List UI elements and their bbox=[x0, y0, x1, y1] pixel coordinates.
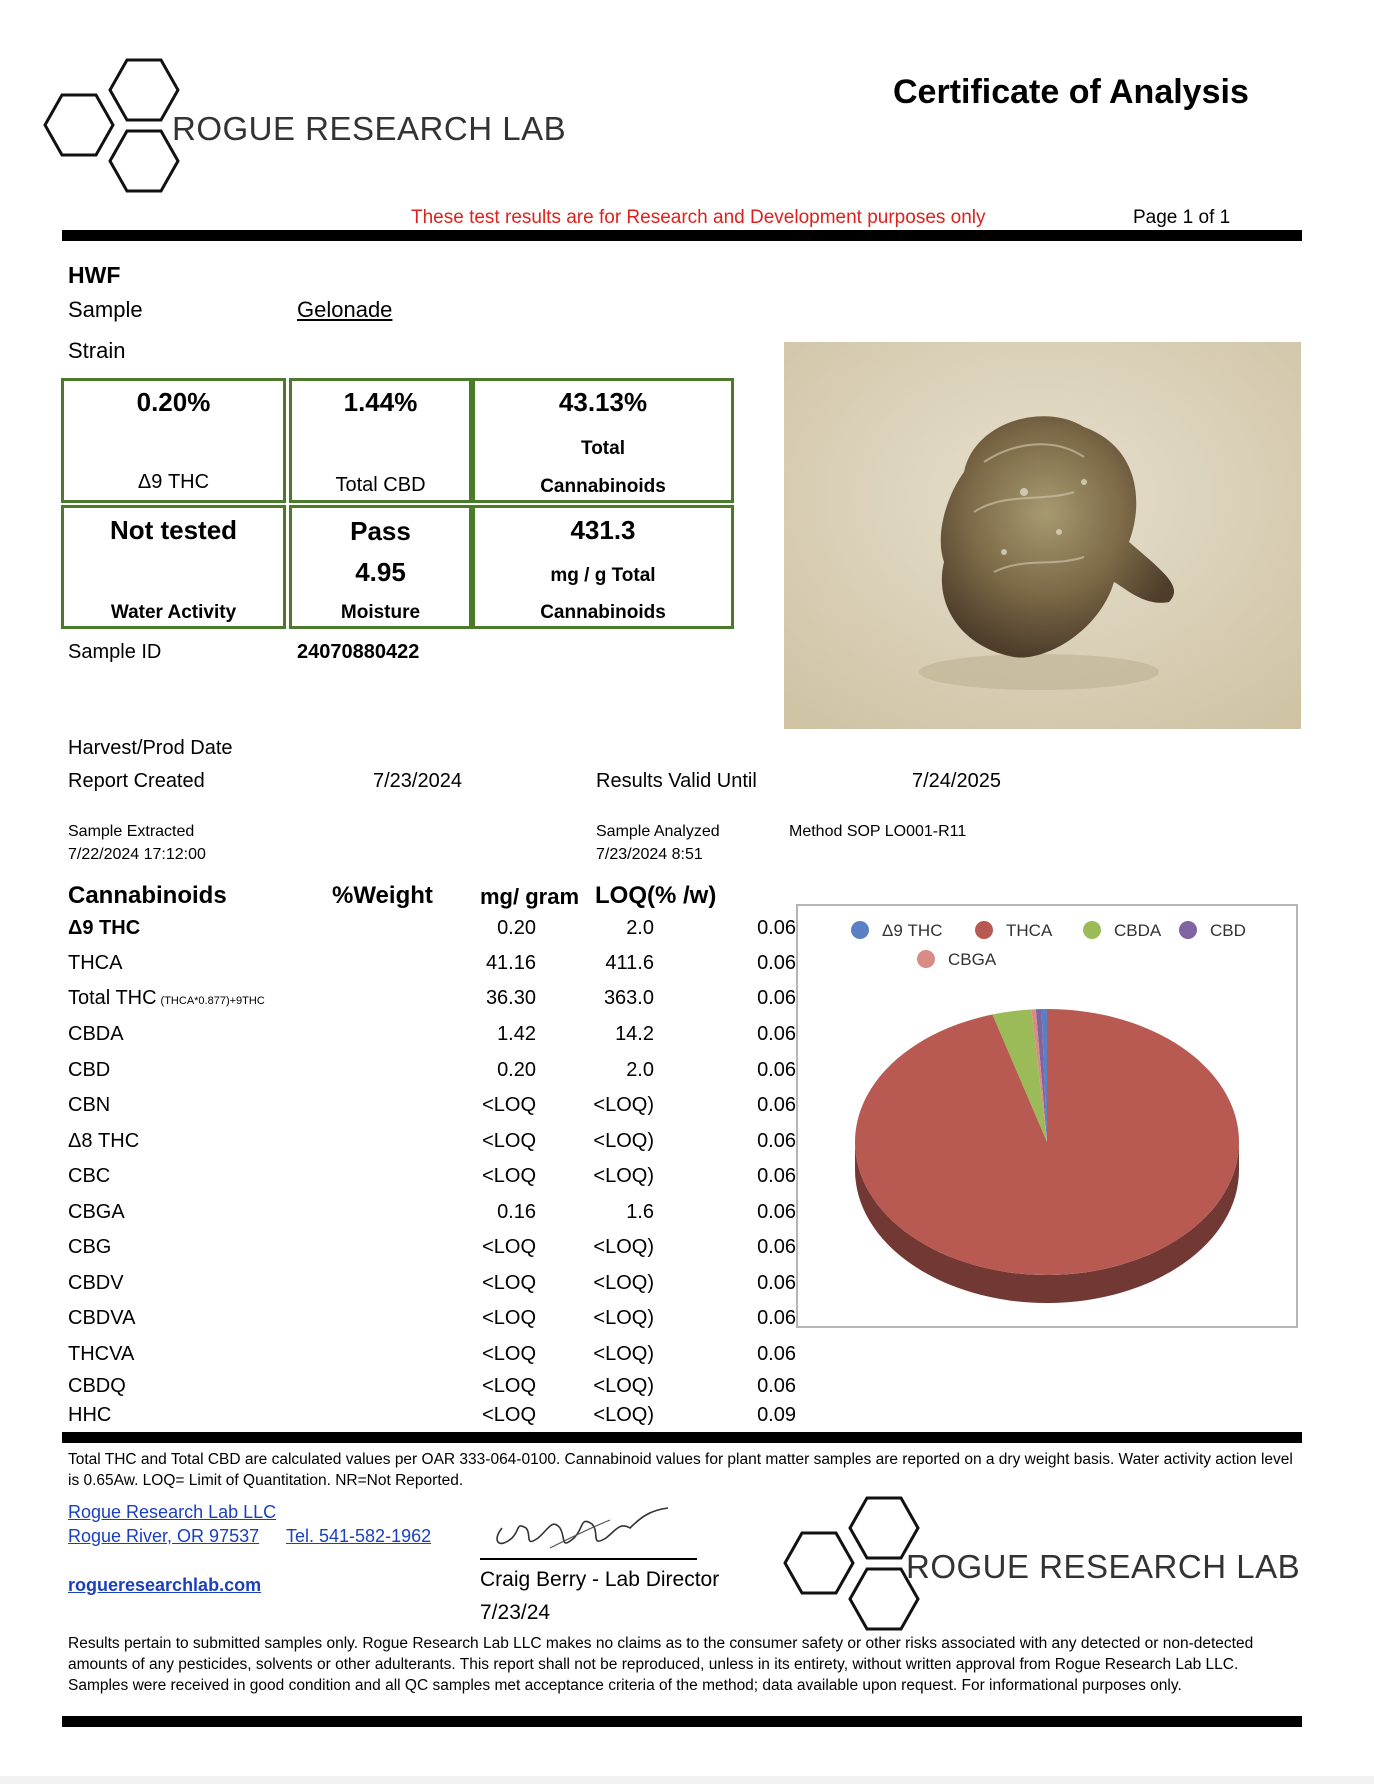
cell-name: Δ9 THC bbox=[68, 917, 141, 939]
table-row bbox=[68, 1272, 796, 1302]
cell-mg: <LOQ) bbox=[593, 1272, 654, 1294]
cell-mg: 2.0 bbox=[626, 1059, 654, 1081]
sample-id-label: Sample ID bbox=[68, 641, 162, 663]
cell-weight: <LOQ bbox=[482, 1343, 536, 1365]
table-row bbox=[68, 1343, 796, 1373]
table-row bbox=[68, 1236, 796, 1266]
table-row bbox=[68, 1130, 796, 1160]
legend-marker bbox=[1083, 921, 1101, 939]
footer-logo-text: ROGUE RESEARCH LAB bbox=[906, 1548, 1301, 1585]
table-row bbox=[68, 1023, 796, 1053]
cell-name: THCA bbox=[68, 952, 123, 974]
cell-name: CBN bbox=[68, 1094, 111, 1116]
cell-weight: 36.30 bbox=[485, 987, 536, 1009]
table-row bbox=[68, 917, 796, 947]
cell-note: (THCA*0.877)+9THC bbox=[160, 995, 265, 1007]
report-created-value: 7/23/2024 bbox=[373, 770, 462, 792]
cell-loq: 0.06 bbox=[757, 1165, 796, 1187]
page-number: Page 1 of 1 bbox=[1133, 207, 1231, 228]
table-header-mg: mg/ gram bbox=[480, 884, 580, 909]
total-cbd-label: Total CBD bbox=[335, 474, 426, 496]
cell-weight: 0.16 bbox=[497, 1201, 536, 1223]
moisture-result: Pass bbox=[350, 516, 411, 546]
disclaimer-banner: These test results are for Research and Development purposes only bbox=[411, 207, 986, 228]
cell-loq: 0.09 bbox=[757, 1404, 796, 1426]
cell-mg: <LOQ) bbox=[593, 1165, 654, 1187]
cell-name: CBDVA bbox=[68, 1307, 136, 1329]
mg-total-value: 431.3 bbox=[570, 515, 636, 545]
cell-loq: 0.06 bbox=[757, 1375, 796, 1397]
cell-loq: 0.06 bbox=[757, 1307, 796, 1329]
cell-name: CBDA bbox=[68, 1023, 124, 1045]
company-name: HWF bbox=[68, 262, 121, 288]
sample-id-value: 24070880422 bbox=[297, 641, 420, 663]
harvest-date-label: Harvest/Prod Date bbox=[68, 737, 233, 759]
cell-name: CBC bbox=[68, 1165, 111, 1187]
moisture-label: Moisture bbox=[340, 602, 421, 623]
footer-logo-hexagons bbox=[780, 1496, 920, 1641]
signature-date: 7/23/24 bbox=[480, 1601, 551, 1624]
cell-mg: 14.2 bbox=[615, 1023, 654, 1045]
table-header-weight: %Weight bbox=[332, 882, 433, 909]
valid-until-label: Results Valid Until bbox=[596, 770, 757, 792]
cell-loq: 0.06 bbox=[757, 987, 796, 1009]
cell-name: HHC bbox=[68, 1404, 112, 1426]
total-cbd-value: 1.44% bbox=[343, 387, 418, 417]
cell-loq: 0.06 bbox=[757, 1130, 796, 1152]
report-created-label: Report Created bbox=[68, 770, 205, 792]
cell-name: CBD bbox=[68, 1059, 111, 1081]
legal-disclaimer: Results pertain to submitted samples only. Rogue Research Lab LLC makes no claims as to the consumer safety or other risks associated with any detected or non-detected amounts of any pesticides, solvents or other adulterants. This report shall not be reproduced, unless in its entirety, without written approval from Rogue Research Lab LLC. Samples were received in good condition and all QC samples met acceptance criteria of the method; data available upon request. For informational purposes only. bbox=[68, 1635, 1254, 1694]
water-activity-value: Not tested bbox=[109, 515, 238, 545]
cell-name: Total THC (THCA*0.877)+9THC bbox=[68, 987, 265, 1009]
signature bbox=[490, 1498, 680, 1558]
phone-link[interactable]: Tel. 541-582-1962 bbox=[286, 1526, 432, 1546]
table-header-cannabinoids: Cannabinoids bbox=[68, 882, 227, 909]
moisture-value: 4.95 bbox=[355, 557, 406, 587]
cell-weight: 0.20 bbox=[497, 1059, 536, 1081]
legend-label: CBDA bbox=[1114, 921, 1162, 940]
table-divider bbox=[62, 1432, 1302, 1443]
cell-loq: 0.06 bbox=[757, 1023, 796, 1045]
strain-label: Strain bbox=[68, 338, 126, 363]
cell-weight: <LOQ bbox=[482, 1272, 536, 1294]
cell-mg: 2.0 bbox=[626, 917, 654, 939]
table-header-loq: LOQ(% /w) bbox=[595, 882, 717, 909]
cell-mg: <LOQ) bbox=[593, 1130, 654, 1152]
footer-divider bbox=[62, 1716, 1302, 1727]
legend-marker bbox=[975, 921, 993, 939]
website-link[interactable]: rogueresearchlab.com bbox=[68, 1575, 262, 1595]
cell-mg: <LOQ) bbox=[593, 1236, 654, 1258]
table-row bbox=[68, 1165, 796, 1195]
cell-weight: 1.42 bbox=[497, 1023, 536, 1045]
legend-label: THCA bbox=[1006, 921, 1053, 940]
logo-hexagons bbox=[40, 58, 180, 203]
company-link[interactable]: Rogue Research Lab LLC bbox=[68, 1502, 277, 1522]
table-row bbox=[68, 1201, 796, 1231]
mg-label-line1: mg / g Total bbox=[550, 565, 656, 586]
signer-name: Craig Berry - Lab Director bbox=[480, 1568, 720, 1591]
sample-name: Gelonade bbox=[297, 297, 393, 322]
cell-name: THCVA bbox=[68, 1343, 135, 1365]
cell-weight: <LOQ bbox=[482, 1094, 536, 1116]
sample-extracted-value: 7/22/2024 17:12:00 bbox=[68, 846, 206, 863]
cannabinoid-pie-chart bbox=[798, 906, 1296, 1326]
table-row bbox=[68, 952, 796, 982]
sample-analyzed-label: Sample Analyzed bbox=[596, 823, 720, 840]
table-row bbox=[68, 1375, 796, 1405]
table-row bbox=[68, 1094, 796, 1124]
calculation-notes: Total THC and Total CBD are calculated values per OAR 333-064-0100. Cannabinoid values for plant matter samples are reported on a dry weight basis. Water activity action level is 0.65Aw. LOQ= Limit of Quantitation. NR=Not Reported. bbox=[68, 1451, 1293, 1489]
cell-name: CBG bbox=[68, 1236, 112, 1258]
cell-loq: 0.06 bbox=[757, 1094, 796, 1116]
cell-name: Δ8 THC bbox=[68, 1130, 140, 1152]
cell-mg: 411.6 bbox=[605, 952, 654, 974]
cell-weight: <LOQ bbox=[482, 1165, 536, 1187]
cell-weight: <LOQ bbox=[482, 1375, 536, 1397]
cell-loq: 0.06 bbox=[757, 1343, 796, 1365]
table-row bbox=[68, 1307, 796, 1337]
cell-loq: 0.06 bbox=[757, 917, 796, 939]
legend-label: CBD bbox=[1210, 921, 1246, 940]
cell-weight: <LOQ bbox=[482, 1404, 536, 1426]
address-link[interactable]: Rogue River, OR 97537 bbox=[68, 1526, 260, 1546]
total-label-line2: Cannabinoids bbox=[540, 476, 666, 497]
header-divider bbox=[62, 230, 1302, 241]
table-row bbox=[68, 987, 796, 1017]
sample-photo bbox=[784, 342, 1301, 729]
d9-thc-label: Δ9 THC bbox=[137, 471, 210, 493]
cell-mg: <LOQ) bbox=[593, 1375, 654, 1397]
cell-mg: 1.6 bbox=[626, 1201, 654, 1223]
sample-extracted-label: Sample Extracted bbox=[68, 823, 195, 840]
cell-mg: 363.0 bbox=[603, 987, 654, 1009]
sample-analyzed-value: 7/23/2024 8:51 bbox=[596, 846, 703, 863]
cell-mg: <LOQ) bbox=[593, 1094, 654, 1116]
cell-name: CBDQ bbox=[68, 1375, 126, 1397]
cell-weight: <LOQ bbox=[482, 1130, 536, 1152]
legend-marker bbox=[1179, 921, 1197, 939]
legend-label: Δ9 THC bbox=[882, 921, 943, 940]
cell-weight: 41.16 bbox=[485, 952, 536, 974]
cell-loq: 0.06 bbox=[757, 1272, 796, 1294]
cell-weight: <LOQ bbox=[482, 1307, 536, 1329]
total-label-line1: Total bbox=[581, 438, 625, 459]
water-activity-label: Water Activity bbox=[110, 602, 237, 623]
page-title: Certificate of Analysis bbox=[893, 73, 1249, 111]
cell-mg: <LOQ) bbox=[593, 1307, 654, 1329]
cell-loq: 0.06 bbox=[757, 952, 796, 974]
mg-label-line2: Cannabinoids bbox=[540, 602, 666, 623]
d9-thc-value: 0.20% bbox=[136, 387, 211, 417]
method-label: Method SOP LO001-R11 bbox=[789, 823, 967, 840]
sample-label: Sample bbox=[68, 297, 143, 322]
signature-line bbox=[480, 1558, 697, 1560]
logo-text: ROGUE RESEARCH LAB bbox=[172, 110, 567, 147]
legend-marker bbox=[917, 950, 935, 968]
pie-slice bbox=[855, 1009, 1239, 1275]
cell-mg: <LOQ) bbox=[593, 1343, 654, 1365]
legend-marker bbox=[851, 921, 869, 939]
cell-name: CBDV bbox=[68, 1272, 124, 1294]
cell-loq: 0.06 bbox=[757, 1059, 796, 1081]
cell-mg: <LOQ) bbox=[593, 1404, 654, 1426]
cell-weight: <LOQ bbox=[482, 1236, 536, 1258]
legend-label: CBGA bbox=[948, 950, 997, 969]
valid-until-value: 7/24/2025 bbox=[912, 770, 1001, 792]
cell-weight: 0.20 bbox=[497, 917, 536, 939]
total-cannabinoids-value: 43.13% bbox=[558, 387, 648, 417]
cell-loq: 0.06 bbox=[757, 1236, 796, 1258]
table-row bbox=[68, 1404, 796, 1434]
cell-loq: 0.06 bbox=[757, 1201, 796, 1223]
cell-name: CBGA bbox=[68, 1201, 125, 1223]
table-row bbox=[68, 1059, 796, 1089]
